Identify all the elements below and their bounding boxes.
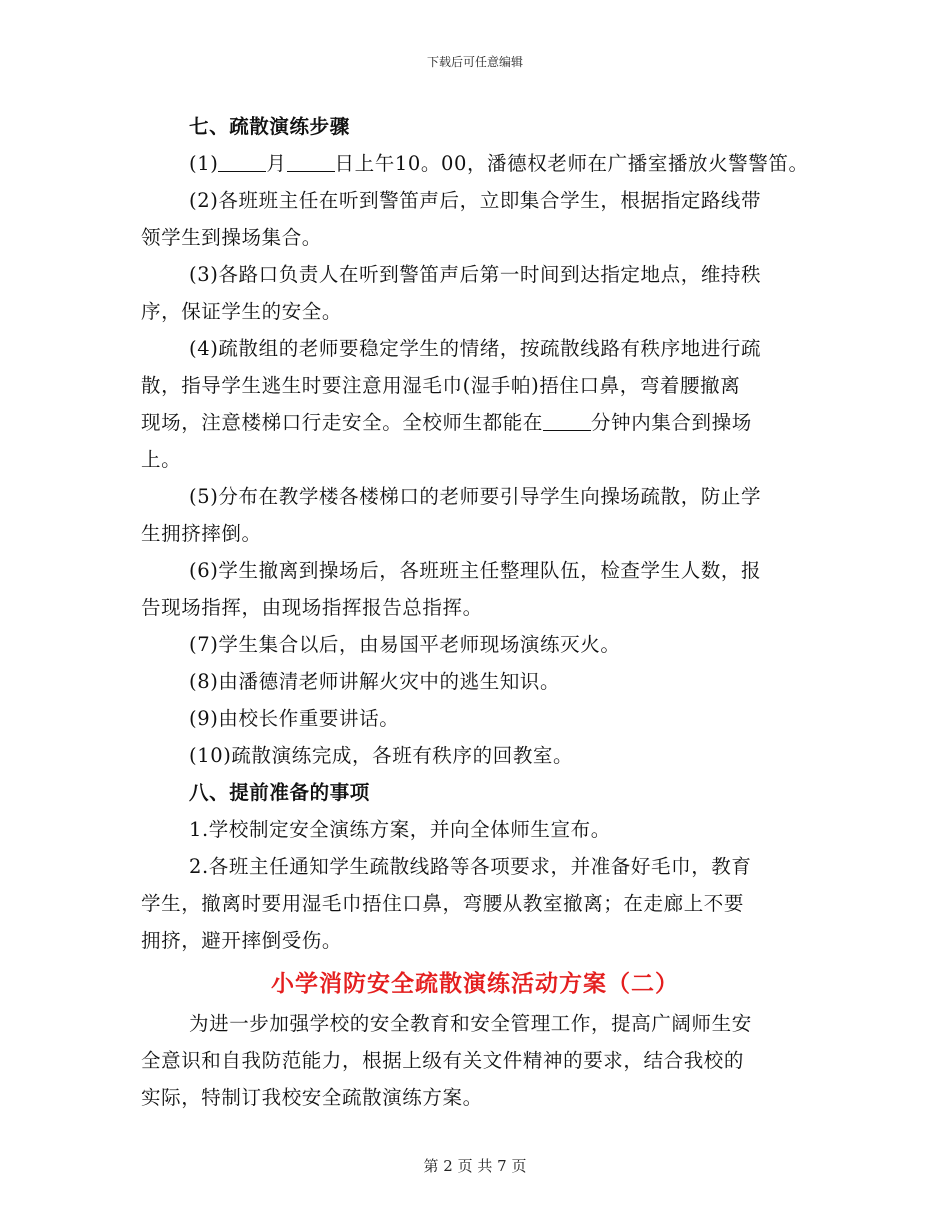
paragraph-line: 2.各班主任通知学生疏散线路等各项要求，并准备好毛巾，教育 [189, 855, 752, 878]
paragraph-line: (9)由校长作重要讲话。 [189, 707, 400, 730]
paragraph-line: 序，保证学生的安全。 [141, 300, 343, 323]
paragraph-line: (3)各路口负责人在听到警笛声后第一时间到达指定地点，维持秩 [189, 263, 762, 286]
paragraph-line: 1.学校制定安全演练方案，并向全体师生宣布。 [189, 818, 611, 841]
paragraph-line-minutes [141, 404, 811, 441]
paragraph-line: 实际，特制订我校安全疏散演练方案。 [141, 1086, 483, 1109]
step-1-month-label: 月 [266, 152, 287, 175]
header-note: 下载后可任意编辑 [426, 55, 523, 69]
paragraph-line: 拥挤，避开摔倒受伤。 [141, 929, 343, 952]
paragraph-line: 散，指导学生逃生时要注意用湿毛巾(湿手帕)捂住口鼻，弯着腰撤离 [141, 374, 741, 397]
paragraph-line: (5)分布在教学楼各楼梯口的老师要引导学生向操场疏散，防止学 [189, 485, 762, 508]
section-8-heading: 八、提前准备的事项 [189, 781, 370, 804]
part-2-title: 小学消防安全疏散演练活动方案（二） [271, 970, 679, 997]
section-7-heading: 七、疏散演练步骤 [189, 115, 350, 138]
paragraph-line: (6)学生撤离到操场后，各班班主任整理队伍，检查学生人数，报 [189, 559, 762, 582]
paragraph-line: (4)疏散组的老师要稳定学生的情绪，按疏散线路有秩序地进行疏 [189, 337, 762, 360]
page-number: 第 2 页 共 7 页 [423, 1157, 527, 1175]
paragraph-line: (2)各班班主任在听到警笛声后，立即集合学生，根据指定路线带 [189, 189, 762, 212]
paragraph-line: 为进一步加强学校的安全教育和安全管理工作，提高广阔师生安 [189, 1012, 752, 1035]
paragraph-line: 领学生到操场集合。 [141, 226, 322, 249]
document-body [141, 108, 811, 959]
step-1-prefix: (1) [189, 152, 219, 175]
paragraph-line: 全意识和自我防范能力，根据上级有关文件精神的要求，结合我校的 [141, 1049, 745, 1072]
paragraph-line: 学生，撤离时要用湿毛巾捂住口鼻，弯腰从教室撤离；在走廊上不要 [141, 892, 745, 915]
part-2-body [141, 1005, 811, 1116]
minutes-before: 现场，注意楼梯口行走安全。全校师生都能在 [141, 411, 544, 434]
step-1-rest: 日上午10。00，潘德权老师在广播室播放火警警笛。 [334, 152, 809, 175]
minutes-after: 分钟内集合到操场 [591, 411, 752, 434]
paragraph-line: 上。 [141, 448, 182, 471]
paragraph-line: (10)疏散演练完成，各班有秩序的回教室。 [189, 744, 574, 767]
blank-day [287, 153, 335, 172]
paragraph-step-1 [141, 145, 811, 182]
paragraph-line: 生拥挤摔倒。 [141, 522, 262, 545]
blank-month [218, 153, 266, 172]
paragraph-line: (7)学生集合以后，由易国平老师现场演练灭火。 [189, 633, 621, 656]
blank-minutes [543, 412, 591, 431]
paragraph-line: 告现场指挥，由现场指挥报告总指挥。 [141, 596, 483, 619]
paragraph-line: (8)由潘德清老师讲解火灾中的逃生知识。 [189, 670, 561, 693]
